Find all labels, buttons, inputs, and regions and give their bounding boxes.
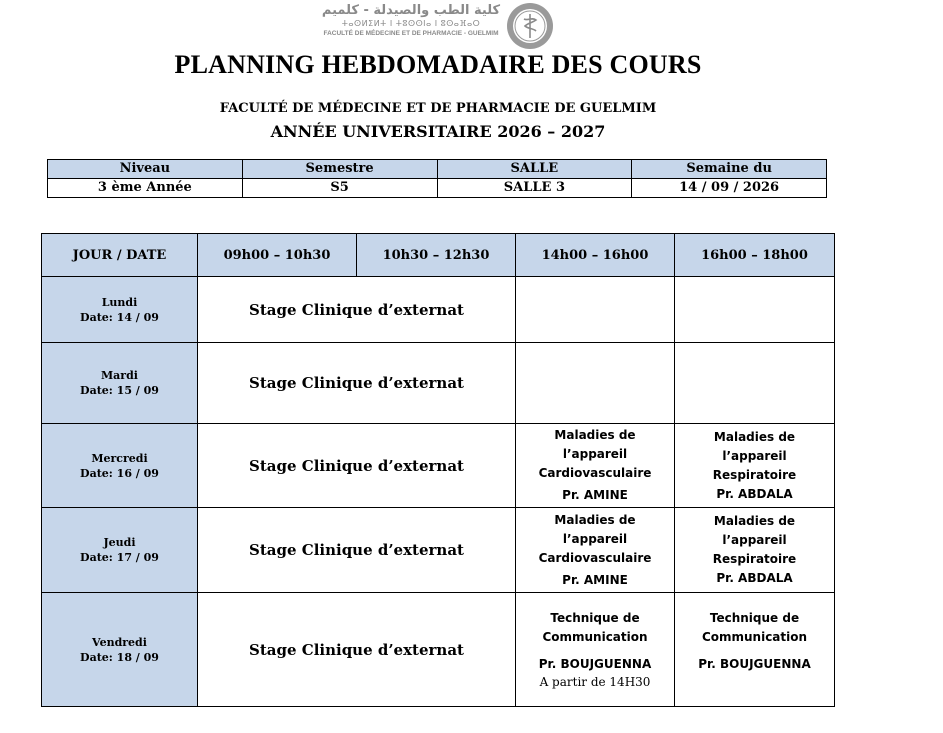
morning-course: Stage Clinique d’externat xyxy=(198,343,516,424)
info-value-semaine: 14 / 09 / 2026 xyxy=(632,179,827,198)
day-cell xyxy=(42,424,198,508)
day-name: Jeudi xyxy=(103,536,136,549)
header-slot-4: 16h00 – 18h00 xyxy=(675,234,835,277)
afternoon-course-1 xyxy=(516,424,675,508)
professor-name: Pr. AMINE xyxy=(562,488,628,502)
course-line: Cardiovasculaire xyxy=(538,466,652,480)
afternoon-course-1 xyxy=(516,508,675,593)
schedule-row-jeudi xyxy=(42,508,835,593)
note-spacer xyxy=(675,674,834,691)
professor-name: Pr. ABDALA xyxy=(716,486,793,501)
day-name: Mercredi xyxy=(91,451,148,465)
day-date: Date: 14 / 09 xyxy=(80,310,159,324)
course-line: l’appareil xyxy=(722,448,787,463)
logo-text-block xyxy=(318,4,504,39)
page-title: PLANNING HEBDOMADAIRE DES COURS xyxy=(174,50,702,79)
info-value-salle: SALLE 3 xyxy=(437,179,632,198)
day-cell xyxy=(42,508,198,593)
morning-course: Stage Clinique d’externat xyxy=(198,277,516,343)
day-name: Mardi xyxy=(101,369,138,382)
info-header-salle: SALLE xyxy=(437,160,632,179)
morning-course: Stage Clinique d’externat xyxy=(198,424,516,508)
course-line: Technique de xyxy=(550,610,640,625)
academic-year: ANNÉE UNIVERSITAIRE 2026 – 2027 xyxy=(270,122,606,141)
info-header-row xyxy=(48,160,827,179)
header-slot-3: 14h00 – 16h00 xyxy=(516,234,675,277)
header-slot-2: 10h30 – 12h30 xyxy=(357,234,516,277)
info-value-semestre: S5 xyxy=(242,179,437,198)
empty-slot xyxy=(675,277,835,343)
course-line: Maladies de xyxy=(713,514,796,528)
day-cell xyxy=(42,593,198,707)
day-name: Vendredi xyxy=(92,635,147,649)
start-time-note: A partir de 14H30 xyxy=(539,674,651,689)
info-header-semestre: Semestre xyxy=(242,160,437,179)
course-line: Cardiovasculaire xyxy=(538,550,652,565)
course-line: l’appareil xyxy=(562,447,628,461)
empty-slot xyxy=(516,277,675,343)
professor-name: Pr. BOUJGUENNA xyxy=(538,656,652,671)
schedule-table xyxy=(41,233,835,707)
afternoon-course-2 xyxy=(675,508,835,593)
day-date: Date: 15 / 09 xyxy=(80,384,159,397)
faculty-name: FACULTÉ DE MÉDECINE ET DE PHARMACIE DE GUELMIM xyxy=(219,101,657,116)
day-cell xyxy=(42,277,198,343)
schedule-row-vendredi xyxy=(42,593,835,707)
professor-name: Pr. AMINE xyxy=(562,572,628,587)
course-line: Communication xyxy=(701,629,808,644)
morning-course: Stage Clinique d’externat xyxy=(198,508,516,593)
course-line: Respiratoire xyxy=(712,552,797,566)
info-value-niveau: 3 ème Année xyxy=(48,179,243,198)
logo-french-text: FACULTÉ DE MÉDECINE ET DE PHARMACIE - GUELMIM xyxy=(323,30,499,37)
day-date: Date: 17 / 09 xyxy=(80,551,159,564)
schedule-row-mardi xyxy=(42,343,835,424)
professor-name: Pr. ABDALA xyxy=(716,571,793,585)
faculty-logo xyxy=(318,2,558,48)
day-date: Date: 18 / 09 xyxy=(80,650,159,664)
day-date: Date: 16 / 09 xyxy=(80,466,159,480)
info-header-niveau: Niveau xyxy=(48,160,243,179)
info-header-semaine: Semaine du xyxy=(632,160,827,179)
info-value-row xyxy=(48,179,827,198)
header-day-date: JOUR / DATE xyxy=(42,234,198,277)
course-line: Maladies de xyxy=(554,428,636,442)
info-table xyxy=(47,159,827,198)
logo-arabic-text: كلية الطب والصيدلة - كلميم xyxy=(321,3,501,18)
day-cell xyxy=(42,343,198,424)
afternoon-course-2 xyxy=(675,593,835,707)
afternoon-course-2 xyxy=(675,424,835,508)
faculty-seal-icon xyxy=(506,2,554,50)
morning-course: Stage Clinique d’externat xyxy=(198,593,516,707)
empty-slot xyxy=(675,343,835,424)
course-line: Maladies de xyxy=(554,512,636,527)
professor-name: Pr. BOUJGUENNA xyxy=(698,656,811,671)
course-line: Communication xyxy=(542,629,648,644)
course-line: l’appareil xyxy=(722,533,787,547)
schedule-header-row xyxy=(42,234,835,277)
header-slot-1: 09h00 – 10h30 xyxy=(198,234,357,277)
course-line: l’appareil xyxy=(562,531,628,546)
course-line: Maladies de xyxy=(713,429,796,444)
afternoon-course-1 xyxy=(516,593,675,707)
course-line: Technique de xyxy=(709,610,800,625)
schedule-row-mercredi xyxy=(42,424,835,508)
schedule-row-lundi xyxy=(42,277,835,343)
empty-slot xyxy=(516,343,675,424)
day-name: Lundi xyxy=(101,295,138,309)
logo-tifinagh-text: ⵜⴰⵙⵍⵉⵍⵜ ⵏ ⵜⵓⵙⵙⵏⴰ ⵏ ⵓⵙⴰⴼⴰⵔ xyxy=(341,19,481,28)
course-line: Respiratoire xyxy=(712,467,797,482)
